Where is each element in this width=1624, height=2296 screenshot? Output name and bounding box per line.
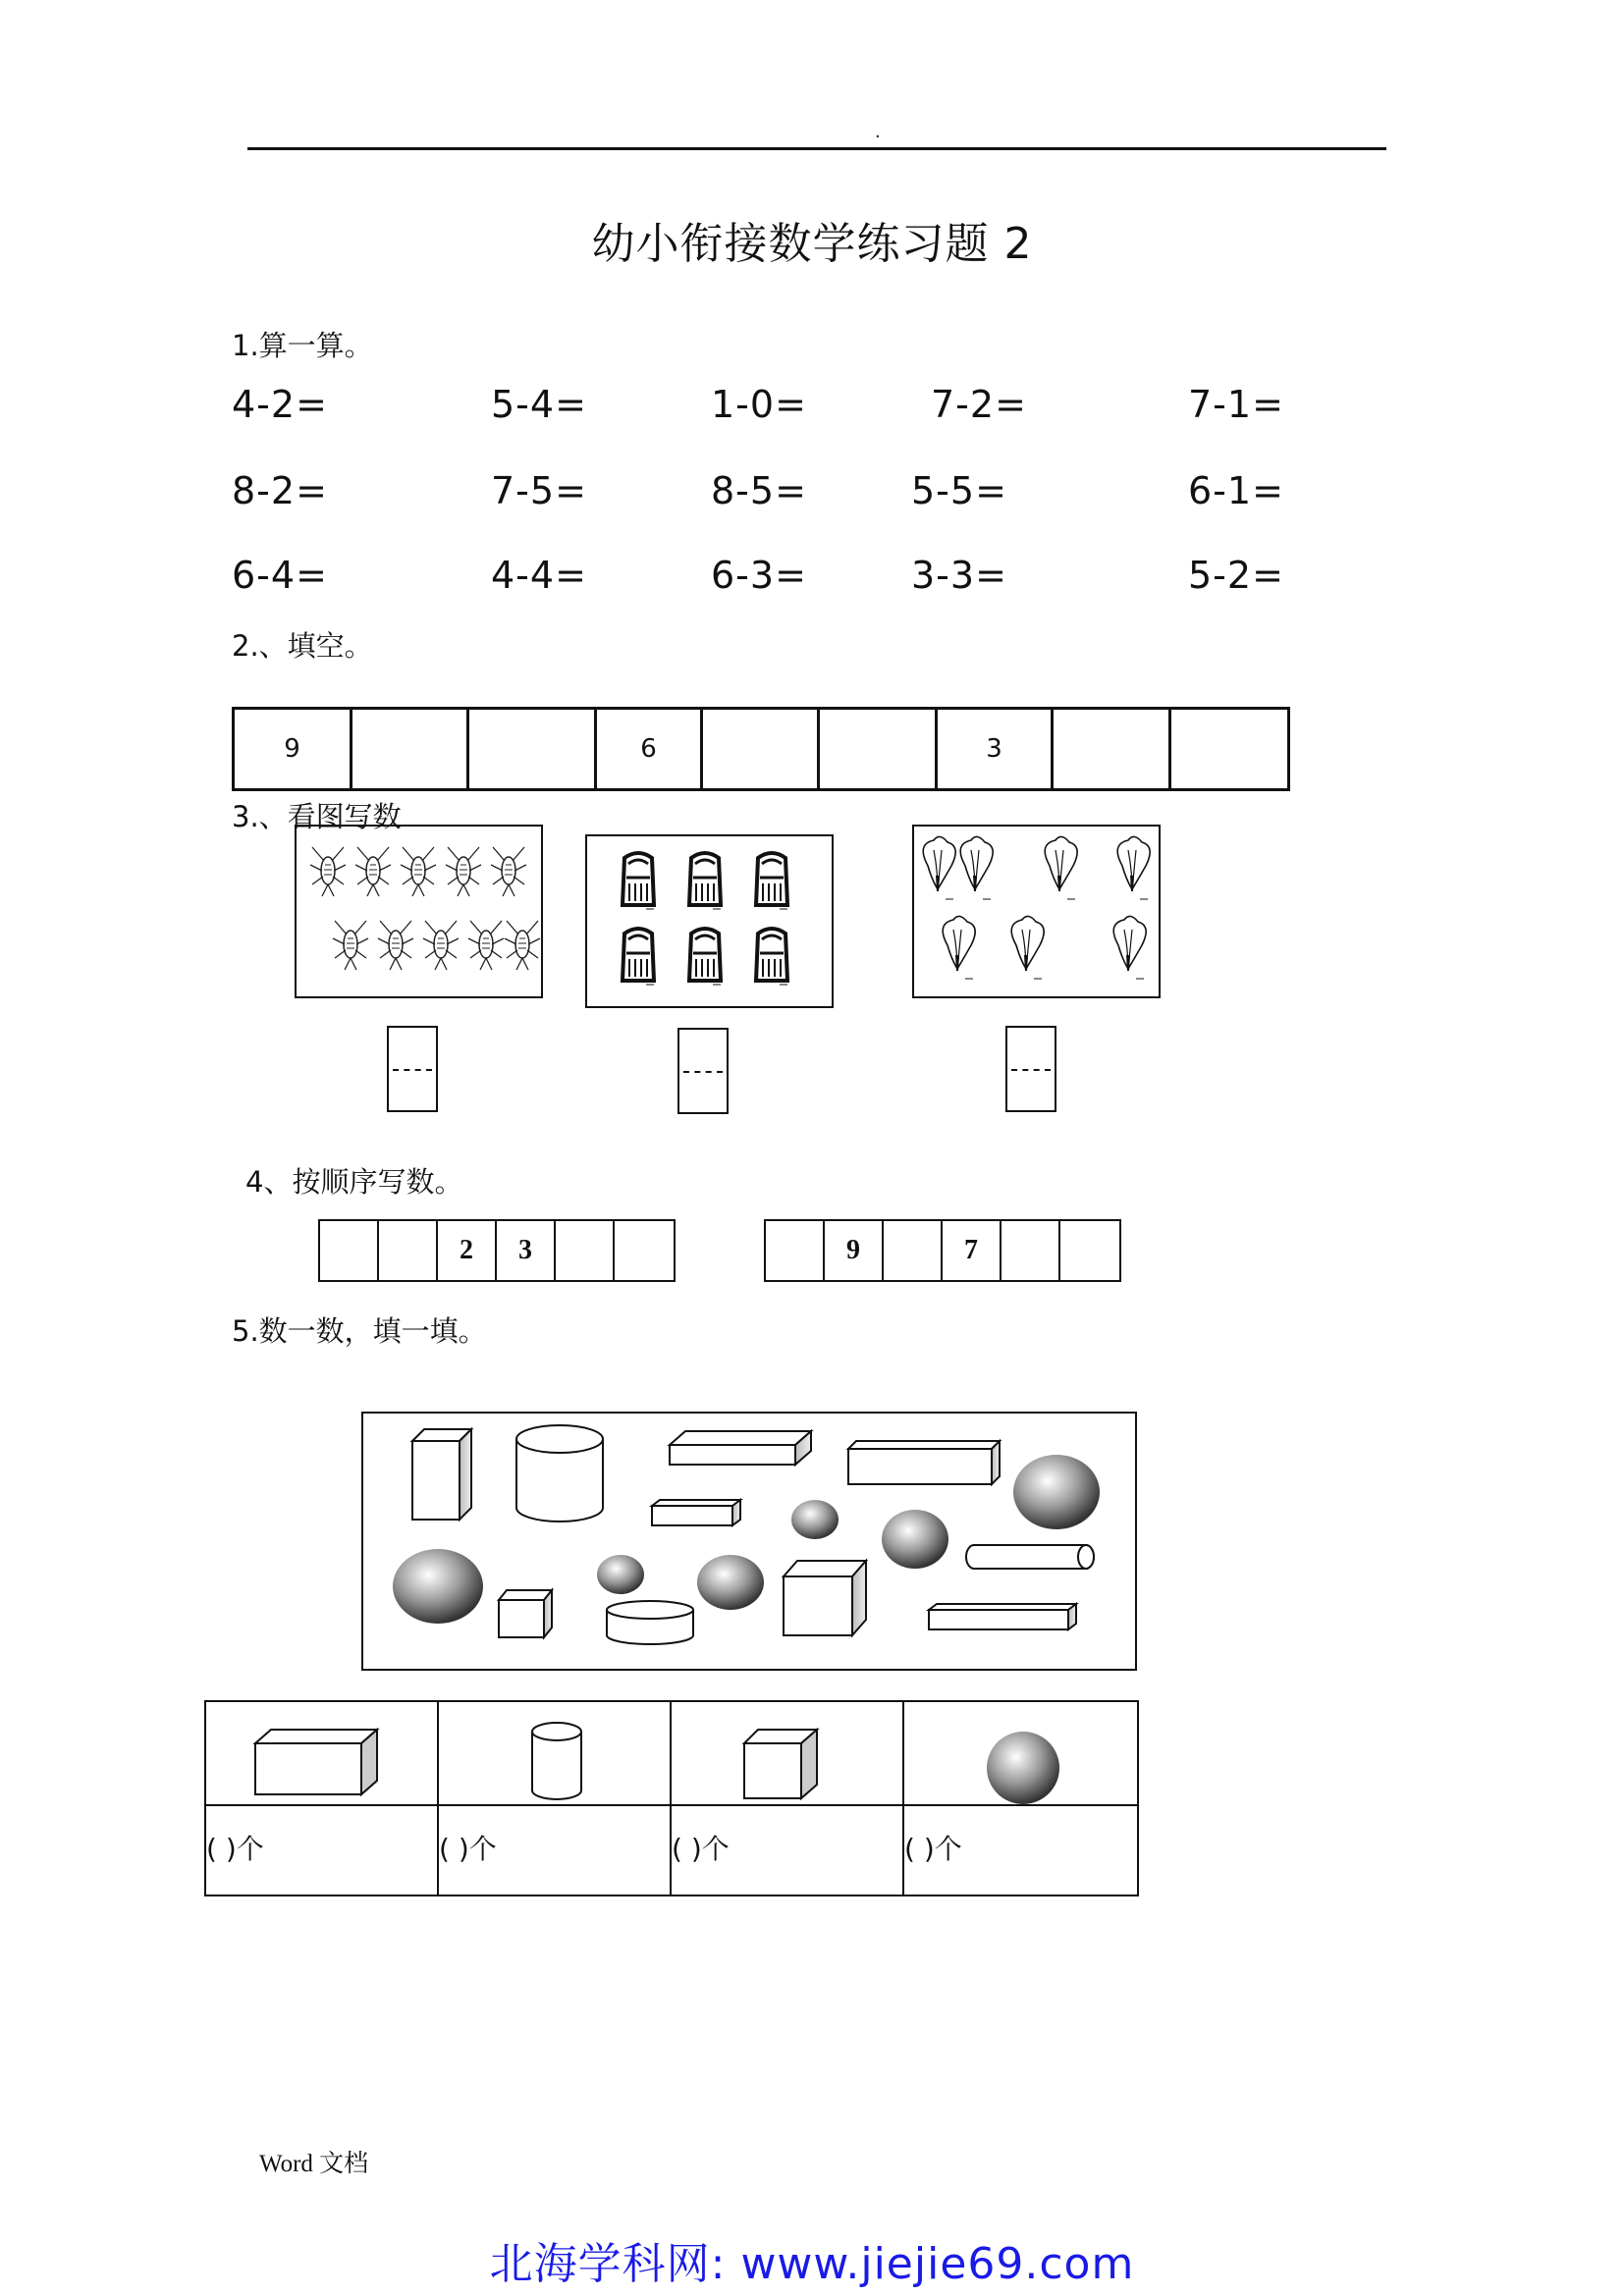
- shapes-icon-group: [363, 1414, 1135, 1669]
- sequence-cell[interactable]: 3: [497, 1221, 556, 1280]
- section3-label: 3.、看图写数: [232, 800, 402, 833]
- sequence-cell[interactable]: [379, 1221, 438, 1280]
- section4-label: 4、按顺序写数。: [245, 1165, 463, 1199]
- shrimp-picture: [295, 825, 543, 998]
- expr-r1-c1: 4-2=: [232, 383, 328, 426]
- sequence-cell[interactable]: [320, 1221, 379, 1280]
- count-answer-cuboid[interactable]: ( )个: [206, 1833, 264, 1865]
- flower-picture: [912, 825, 1161, 998]
- sequence-cell[interactable]: 2: [438, 1221, 497, 1280]
- count-col-sphere: [904, 1702, 1137, 1895]
- expr-r1-c5: 7-1=: [1188, 383, 1284, 426]
- fill-cell[interactable]: 3: [938, 710, 1054, 788]
- section2-label: 2.、填空。: [232, 629, 373, 663]
- cylinder-icon: [529, 1720, 584, 1804]
- footer-site-link[interactable]: 北海学科网: www.jiejie69.com: [489, 2239, 1135, 2289]
- count-col-cuboid: [206, 1702, 439, 1895]
- fill-cell[interactable]: [469, 710, 597, 788]
- shapes-picture: [361, 1412, 1137, 1671]
- expr-r2-c5: 6-1=: [1188, 469, 1284, 512]
- expr-r3-c3: 6-3=: [711, 554, 807, 597]
- fill-cell[interactable]: [703, 710, 820, 788]
- sequence-cell[interactable]: [766, 1221, 825, 1280]
- count-answer-cube[interactable]: ( )个: [672, 1833, 730, 1865]
- fill-blank-row: [232, 707, 1290, 791]
- expr-r3-c4: 3-3=: [911, 554, 1007, 597]
- bucket-icon-group: [587, 836, 832, 1006]
- expr-r1-c2: 5-4=: [491, 383, 587, 426]
- flower-icon-group: [914, 827, 1159, 996]
- expr-r3-c2: 4-4=: [491, 554, 587, 597]
- section1-label: 1.算一算。: [232, 329, 373, 362]
- fill-cell[interactable]: [1054, 710, 1171, 788]
- expr-r2-c3: 8-5=: [711, 469, 807, 512]
- count-answer-cylinder[interactable]: ( )个: [439, 1833, 497, 1865]
- header-dot: .: [875, 122, 881, 142]
- footer-word-label: Word 文档: [259, 2151, 369, 2177]
- sequence-cell[interactable]: [1001, 1221, 1060, 1280]
- sequence-cell[interactable]: [884, 1221, 943, 1280]
- count-col-cylinder: [439, 1702, 672, 1895]
- fill-cell[interactable]: [820, 710, 938, 788]
- expr-r3-c5: 5-2=: [1188, 554, 1284, 597]
- cube-icon: [742, 1728, 821, 1802]
- answer-box-bucket[interactable]: [677, 1028, 729, 1114]
- expr-r2-c2: 7-5=: [491, 469, 587, 512]
- answer-box-flower[interactable]: [1005, 1026, 1056, 1112]
- expr-r1-c4: 7-2=: [931, 383, 1027, 426]
- cuboid-icon: [253, 1728, 387, 1798]
- header-rule: [247, 147, 1386, 150]
- fill-cell[interactable]: 6: [597, 710, 703, 788]
- sequence-cell[interactable]: 9: [825, 1221, 884, 1280]
- fill-cell[interactable]: [1171, 710, 1287, 788]
- bucket-picture: [585, 834, 834, 1008]
- count-answer-sphere[interactable]: ( )个: [904, 1833, 962, 1865]
- page-title: 幼小衔接数学练习题 2: [591, 219, 1033, 269]
- sphere-icon: [985, 1730, 1061, 1806]
- shrimp-icon-group: [297, 827, 541, 996]
- fill-cell[interactable]: 9: [235, 710, 352, 788]
- sequence-cell[interactable]: [1060, 1221, 1119, 1280]
- sequence-row-2: [764, 1219, 1121, 1282]
- expr-r2-c4: 5-5=: [911, 469, 1007, 512]
- fill-cell[interactable]: [352, 710, 469, 788]
- expr-r3-c1: 6-4=: [232, 554, 328, 597]
- sequence-row-1: [318, 1219, 676, 1282]
- expr-r1-c3: 1-0=: [711, 383, 807, 426]
- sequence-cell[interactable]: 7: [943, 1221, 1001, 1280]
- sequence-cell[interactable]: [615, 1221, 674, 1280]
- sequence-cell[interactable]: [556, 1221, 615, 1280]
- answer-box-shrimp[interactable]: [387, 1026, 438, 1112]
- count-table: [204, 1700, 1139, 1896]
- section5-label: 5.数一数，填一填。: [232, 1314, 487, 1348]
- count-col-cube: [672, 1702, 904, 1895]
- expr-r2-c1: 8-2=: [232, 469, 328, 512]
